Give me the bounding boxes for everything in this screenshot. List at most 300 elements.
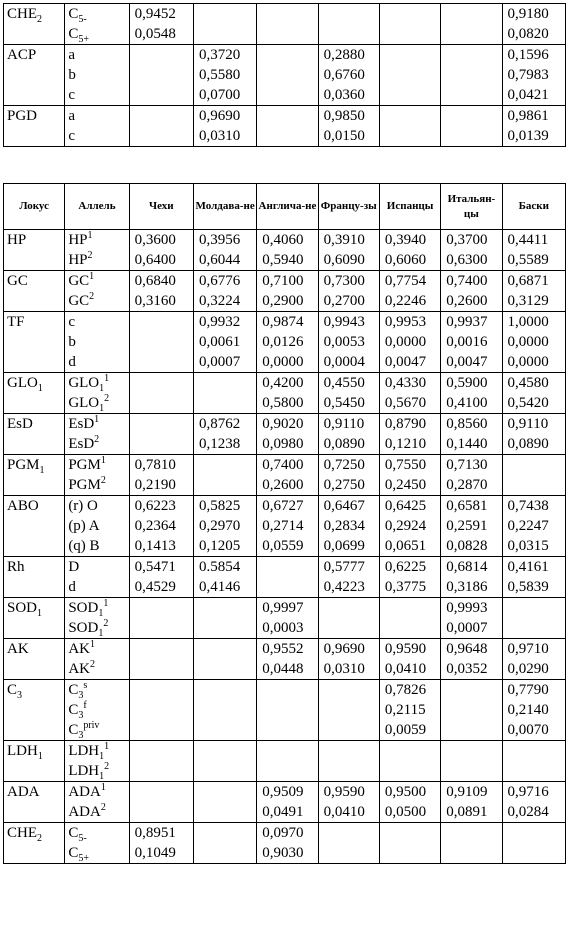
frequency-cell — [318, 312, 379, 373]
frequency-cell — [193, 598, 256, 639]
frequency-cell — [193, 230, 256, 271]
frequency-value: 0,0003 — [262, 620, 304, 636]
frequency-value: 0,6581 — [446, 498, 488, 514]
frequency-value: 0,5589 — [507, 252, 549, 268]
frequency-value: 0,0651 — [384, 538, 427, 554]
frequency-value: 0,0548 — [134, 26, 176, 42]
allele-line — [68, 823, 125, 843]
locus-cell — [4, 598, 65, 639]
frequency-value: 0,7754 — [384, 273, 427, 289]
frequency-cell — [257, 106, 318, 147]
frequency-value: 0,7550 — [384, 457, 427, 473]
frequency-value: 0,7826 — [384, 682, 427, 698]
frequency-cell — [257, 680, 318, 741]
frequency-value: 0,6467 — [323, 498, 365, 514]
allele-line — [68, 618, 125, 638]
locus-name: ADA — [7, 784, 40, 800]
frequency-value: 0,0491 — [262, 804, 304, 820]
frequency-value: 0,0500 — [384, 804, 427, 820]
allele-superscript: 2 — [89, 659, 95, 670]
frequency-value: 0,1413 — [134, 538, 176, 554]
table-row — [4, 230, 566, 271]
frequency-value: 0,4161 — [507, 559, 549, 575]
frequency-cell — [502, 230, 565, 271]
locus-cell — [4, 106, 65, 147]
frequency-cell — [502, 271, 565, 312]
frequency-cell — [379, 373, 440, 414]
allele-cell — [65, 639, 129, 680]
allele-name: b — [68, 67, 76, 83]
allele-cell — [65, 414, 129, 455]
table-body — [4, 230, 566, 864]
frequency-cell — [441, 782, 502, 823]
allele-name: C — [68, 845, 79, 861]
frequency-value: 0,0007 — [446, 620, 488, 636]
frequency-value: 0,9690 — [323, 641, 365, 657]
frequency-value: 0,9932 — [198, 314, 241, 330]
frequency-value: 0,4411 — [507, 232, 549, 248]
allele-name: (q) B — [68, 538, 100, 554]
frequency-value: 0,0699 — [323, 538, 365, 554]
frequency-value: 0,0310 — [198, 128, 241, 144]
locus-name: GC — [7, 273, 28, 289]
frequency-value: 0,9110 — [323, 416, 365, 432]
frequency-value: 0,0290 — [507, 661, 549, 677]
allele-name: EsD — [68, 416, 95, 432]
table-row — [4, 455, 566, 496]
allele-line — [68, 577, 125, 597]
frequency-value: 0,5839 — [507, 579, 549, 595]
allele-subscript: 5- — [78, 833, 87, 844]
frequency-value: 0,8762 — [198, 416, 241, 432]
frequency-value: 0,9552 — [262, 641, 304, 657]
frequency-value: 0,7100 — [262, 273, 304, 289]
frequency-value: 0,6840 — [134, 273, 176, 289]
table-row — [4, 45, 566, 106]
locus-cell — [4, 45, 65, 106]
frequency-value: 0,9993 — [446, 600, 488, 616]
frequency-value: 0,9110 — [507, 416, 549, 432]
locus-cell — [4, 496, 65, 557]
frequency-value: 0,7400 — [446, 273, 488, 289]
frequency-value: 0,0559 — [262, 538, 304, 554]
frequency-cell — [129, 230, 193, 271]
frequency-value: 0,0004 — [323, 354, 365, 370]
allele-line — [68, 65, 125, 85]
locus-cell — [4, 823, 65, 864]
header-row — [4, 184, 566, 230]
frequency-value: 0,2246 — [384, 293, 427, 309]
allele-subscript: 1 — [99, 383, 105, 394]
allele-line — [68, 434, 125, 454]
frequency-value: 0,9020 — [262, 416, 304, 432]
frequency-cell — [318, 106, 379, 147]
frequency-value: 0,4580 — [507, 375, 549, 391]
allele-name: (r) O — [68, 498, 98, 514]
frequency-cell — [129, 414, 193, 455]
frequency-cell — [441, 106, 502, 147]
frequency-value: 0,5670 — [384, 395, 427, 411]
table-row — [4, 557, 566, 598]
allele-superscript: 1 — [104, 741, 110, 752]
frequency-value: 0,6225 — [384, 559, 427, 575]
allele-line — [68, 414, 125, 434]
frequency-value: 0,2880 — [323, 47, 365, 63]
frequency-value: 0,2700 — [323, 293, 365, 309]
frequency-value: 0,5800 — [262, 395, 304, 411]
frequency-value: 0,3775 — [384, 579, 427, 595]
frequency-cell — [441, 312, 502, 373]
frequency-value: 0,3600 — [134, 232, 176, 248]
frequency-value: 0,5900 — [446, 375, 488, 391]
allele-name: AK — [68, 641, 90, 657]
frequency-value: 0,0410 — [384, 661, 427, 677]
allele-name: GLO — [68, 375, 100, 391]
frequency-value: 0,4330 — [384, 375, 427, 391]
frequency-value: 0,3160 — [134, 293, 176, 309]
frequency-value: 0,3700 — [446, 232, 488, 248]
frequency-value: 0,2900 — [262, 293, 304, 309]
frequency-cell — [441, 680, 502, 741]
allele-subscript: 1 — [99, 751, 105, 762]
frequency-cell — [502, 496, 565, 557]
frequency-value: 0,0421 — [507, 87, 549, 103]
locus-name: PGM — [7, 457, 40, 473]
frequency-value: 0,1049 — [134, 845, 176, 861]
allele-subscript: 5+ — [78, 34, 89, 45]
frequency-value: 0,9452 — [134, 6, 176, 22]
frequency-cell — [129, 312, 193, 373]
frequency-value: 0,8790 — [384, 416, 427, 432]
locus-cell — [4, 230, 65, 271]
frequency-cell — [193, 639, 256, 680]
frequency-value: 0,0890 — [507, 436, 549, 452]
locus-subscript: 1 — [37, 383, 43, 394]
allele-cell — [65, 312, 129, 373]
allele-superscript: 2 — [100, 475, 106, 486]
allele-name: d — [68, 354, 76, 370]
frequency-value: 0,4200 — [262, 375, 304, 391]
frequency-value: 0,5825 — [198, 498, 241, 514]
allele-line — [68, 659, 125, 679]
frequency-cell — [193, 823, 256, 864]
frequency-value: 0,4146 — [198, 579, 241, 595]
allele-line — [68, 85, 125, 105]
allele-name: AK — [68, 661, 90, 677]
allele-superscript: 1 — [100, 782, 106, 793]
frequency-value: 0,2834 — [323, 518, 365, 534]
frequency-cell — [193, 557, 256, 598]
locus-name: SOD — [7, 600, 38, 616]
frequency-cell — [318, 823, 379, 864]
frequency-value: 0,9716 — [507, 784, 549, 800]
frequency-value: 0,3940 — [384, 232, 427, 248]
frequency-cell — [441, 271, 502, 312]
frequency-cell — [379, 557, 440, 598]
allele-frequency-table — [3, 183, 566, 864]
allele-superscript: 1 — [89, 639, 95, 650]
frequency-value: 0,6814 — [446, 559, 488, 575]
frequency-value: 0,0828 — [446, 538, 488, 554]
frequency-value: 0.5854 — [198, 559, 241, 575]
locus-name: GLO — [7, 375, 38, 391]
frequency-value: 0,7790 — [507, 682, 549, 698]
header-moldovans: Молдава-не — [193, 184, 256, 230]
frequency-value: 0,6223 — [134, 498, 176, 514]
frequency-value: 0,6871 — [507, 273, 549, 289]
frequency-value: 0,0891 — [446, 804, 488, 820]
allele-line — [68, 24, 125, 44]
allele-superscript: 1 — [103, 598, 109, 609]
frequency-value: 0,0284 — [507, 804, 549, 820]
locus-subscript: 3 — [17, 690, 23, 701]
allele-line — [68, 843, 125, 863]
frequency-cell — [379, 45, 440, 106]
frequency-cell — [441, 557, 502, 598]
frequency-value: 0,2600 — [262, 477, 304, 493]
table-row — [4, 271, 566, 312]
allele-subscript: 3 — [78, 690, 84, 701]
frequency-value: 0,9850 — [323, 108, 365, 124]
frequency-cell — [257, 414, 318, 455]
allele-line — [68, 475, 125, 495]
allele-line — [68, 782, 125, 802]
allele-line — [68, 741, 125, 761]
locus-name: HP — [7, 232, 27, 248]
frequency-cell — [502, 4, 565, 45]
frequency-value: 0,9997 — [262, 600, 304, 616]
frequency-cell — [318, 639, 379, 680]
frequency-cell — [379, 455, 440, 496]
allele-line — [68, 45, 125, 65]
allele-line — [68, 536, 125, 556]
locus-subscript: 1 — [37, 751, 43, 762]
table-row — [4, 373, 566, 414]
frequency-cell — [379, 414, 440, 455]
frequency-cell — [502, 741, 565, 782]
frequency-value: 0,0059 — [384, 722, 427, 738]
allele-name: C — [68, 702, 79, 718]
allele-subscript: 1 — [98, 608, 104, 619]
frequency-value: 0,0150 — [323, 128, 365, 144]
allele-line — [68, 291, 125, 311]
frequency-cell — [318, 455, 379, 496]
allele-cell — [65, 45, 129, 106]
frequency-value: 0,9509 — [262, 784, 304, 800]
frequency-value: 0,9937 — [446, 314, 488, 330]
frequency-value: 0,2115 — [384, 702, 426, 718]
allele-cell — [65, 823, 129, 864]
frequency-cell — [379, 312, 440, 373]
allele-name: PGM — [68, 457, 101, 473]
frequency-cell — [129, 639, 193, 680]
frequency-cell — [257, 45, 318, 106]
frequency-value: 0,0360 — [323, 87, 365, 103]
locus-cell — [4, 414, 65, 455]
frequency-cell — [257, 598, 318, 639]
allele-name: c — [68, 128, 75, 144]
frequency-cell — [502, 312, 565, 373]
allele-line — [68, 680, 125, 700]
frequency-cell — [318, 557, 379, 598]
allele-line — [68, 455, 125, 475]
frequency-value: 0,5777 — [323, 559, 365, 575]
frequency-cell — [502, 373, 565, 414]
allele-frequency-table-continued — [3, 3, 566, 147]
frequency-cell — [257, 782, 318, 823]
frequency-cell — [379, 230, 440, 271]
allele-superscript: 1 — [104, 373, 110, 384]
table-row — [4, 741, 566, 782]
allele-name: GLO — [68, 395, 100, 411]
frequency-value: 0,9109 — [446, 784, 488, 800]
allele-cell — [65, 230, 129, 271]
header-allele: Аллель — [65, 184, 129, 230]
allele-superscript: priv — [83, 720, 100, 731]
table-row — [4, 598, 566, 639]
frequency-value: 0,2190 — [134, 477, 176, 493]
allele-line — [68, 230, 125, 250]
table-row — [4, 414, 566, 455]
frequency-cell — [129, 496, 193, 557]
frequency-cell — [129, 106, 193, 147]
frequency-cell — [502, 414, 565, 455]
locus-name: EsD — [7, 416, 33, 432]
frequency-value: 0,0310 — [323, 661, 365, 677]
frequency-cell — [257, 639, 318, 680]
frequency-cell — [502, 680, 565, 741]
allele-name: c — [68, 314, 75, 330]
frequency-cell — [129, 373, 193, 414]
frequency-cell — [193, 45, 256, 106]
allele-line — [68, 557, 125, 577]
frequency-value: 0,7130 — [446, 457, 488, 473]
frequency-value: 0,7250 — [323, 457, 365, 473]
frequency-value: 0,9180 — [507, 6, 549, 22]
allele-line — [68, 516, 125, 536]
locus-name: TF — [7, 314, 25, 330]
frequency-cell — [193, 312, 256, 373]
frequency-cell — [379, 680, 440, 741]
locus-name: CHE — [7, 825, 37, 841]
frequency-value: 0,8560 — [446, 416, 488, 432]
locus-name: C — [7, 682, 18, 698]
frequency-value: 0,9590 — [384, 641, 427, 657]
frequency-value: 0,5450 — [323, 395, 365, 411]
allele-superscript: 1 — [89, 271, 95, 282]
frequency-cell — [318, 373, 379, 414]
frequency-value: 0,0410 — [323, 804, 365, 820]
allele-cell — [65, 680, 129, 741]
frequency-cell — [257, 741, 318, 782]
frequency-value: 0,5471 — [134, 559, 176, 575]
frequency-value: 0,9710 — [507, 641, 549, 657]
allele-name: ADA — [68, 784, 101, 800]
frequency-cell — [441, 741, 502, 782]
allele-subscript: 5+ — [78, 853, 89, 864]
allele-cell — [65, 496, 129, 557]
table-row — [4, 312, 566, 373]
frequency-cell — [379, 106, 440, 147]
frequency-cell — [129, 45, 193, 106]
allele-name: SOD — [68, 600, 99, 616]
allele-name: C — [68, 6, 79, 22]
allele-cell — [65, 271, 129, 312]
allele-superscript: 1 — [87, 230, 93, 241]
table-row — [4, 782, 566, 823]
frequency-value: 0,9861 — [507, 108, 549, 124]
allele-name: HP — [68, 252, 88, 268]
frequency-value: 0,5420 — [507, 395, 549, 411]
allele-superscript: 1 — [100, 455, 106, 466]
allele-superscript: 2 — [87, 250, 93, 261]
allele-subscript: 1 — [99, 771, 105, 782]
allele-name: C — [68, 26, 79, 42]
locus-cell — [4, 455, 65, 496]
frequency-value: 0,4223 — [323, 579, 365, 595]
allele-superscript: 2 — [104, 761, 110, 772]
table-row — [4, 4, 566, 45]
allele-cell — [65, 782, 129, 823]
frequency-cell — [502, 45, 565, 106]
allele-cell — [65, 106, 129, 147]
locus-subscript: 2 — [37, 833, 42, 844]
allele-name: LDH — [68, 743, 100, 759]
allele-line — [68, 271, 125, 291]
frequency-value: 0,4550 — [323, 375, 365, 391]
frequency-value: 0,0890 — [323, 436, 365, 452]
header-english: Англича-не — [257, 184, 318, 230]
frequency-value: 0,9030 — [262, 845, 304, 861]
frequency-cell — [257, 373, 318, 414]
frequency-cell — [257, 4, 318, 45]
locus-cell — [4, 4, 65, 45]
frequency-value: 0,6060 — [384, 252, 427, 268]
frequency-value: 0,5580 — [198, 67, 241, 83]
allele-line — [68, 4, 125, 24]
frequency-value: 0,0000 — [507, 334, 549, 350]
frequency-value: 0,0139 — [507, 128, 549, 144]
frequency-value: 0,3224 — [198, 293, 241, 309]
frequency-value: 0,2750 — [323, 477, 365, 493]
frequency-value: 0,1596 — [507, 47, 549, 63]
frequency-value: 0,0016 — [446, 334, 488, 350]
allele-name: GC — [68, 273, 90, 289]
allele-cell — [65, 455, 129, 496]
frequency-value: 0,0820 — [507, 26, 549, 42]
frequency-cell — [193, 455, 256, 496]
locus-cell — [4, 271, 65, 312]
locus-cell — [4, 373, 65, 414]
allele-name: C — [68, 722, 79, 738]
allele-superscript: 2 — [100, 802, 106, 813]
locus-cell — [4, 680, 65, 741]
locus-name: Rh — [7, 559, 25, 575]
allele-name: EsD — [68, 436, 95, 452]
frequency-cell — [441, 45, 502, 106]
frequency-cell — [257, 312, 318, 373]
header-locus: Локус — [4, 184, 65, 230]
allele-line — [68, 312, 125, 332]
frequency-value: 0,3186 — [446, 579, 488, 595]
allele-name: C — [68, 825, 79, 841]
frequency-value: 0,7983 — [507, 67, 549, 83]
allele-cell — [65, 557, 129, 598]
frequency-value: 0,0053 — [323, 334, 365, 350]
frequency-cell — [257, 455, 318, 496]
allele-name: d — [68, 579, 76, 595]
frequency-cell — [441, 4, 502, 45]
